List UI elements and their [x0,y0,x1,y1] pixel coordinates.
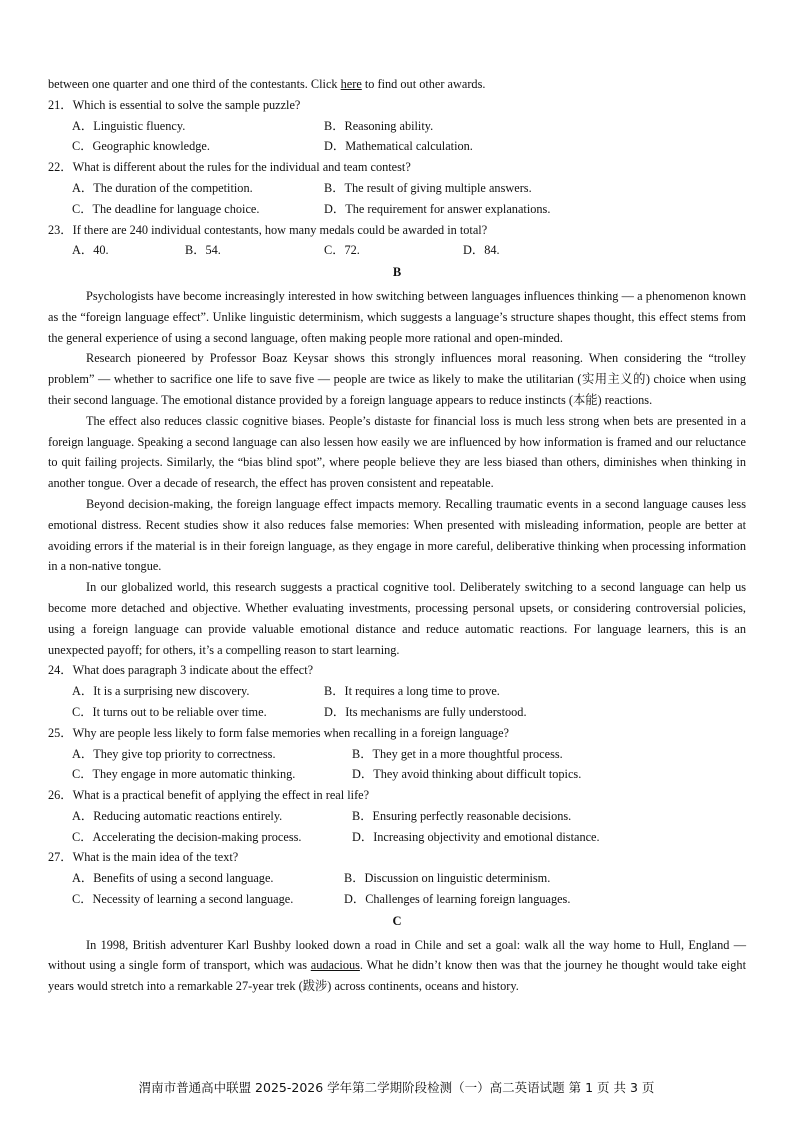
question-stem: If there are 240 individual contestants, how many medals could be awarded in total? [72,222,488,237]
question-22: 22．What is different about the rules for the individual and team contest? A．The duration of the competition. B．The result of giving multiple answers. C．The deadline for language choice. D．The requirement for answer explanations. [48,157,746,219]
question-25: 25．Why are people less likely to form false memories when recalling in a foreign language? A．They give top priority to correctness. B．They get in a more thoughtful process. C．They engage in more automatic thinking. D．They avoid thinking about difficult topics. [48,723,746,785]
option-c: C．It turns out to be reliable over time. [72,704,267,719]
paragraph-1: Psychologists have become increasingly interested in how switching between languages influences thinking — a phenomenon known as the “foreign language effect”. Unlike linguistic determinism, which suggests a language’s structure shapes thought, this effect stems from the general experience of using a second language, often making people more rational and open-minded. [48,288,746,345]
option-a: A．The duration of the competition. [72,180,253,195]
question-26: 26．What is a practical benefit of applying the effect in real life? A．Reducing automatic reactions entirely. B．Ensuring perfectly reasonable decisions. C．Accelerating the decision-making process. D．Increasing objectivity and emotional distance. [48,785,746,847]
option-b: B．It requires a long time to prove. [324,684,500,699]
option-b: B．Reasoning ability. [324,118,434,133]
option-b: B．The result of giving multiple answers. [324,180,532,195]
option-b: B．They get in a more thoughtful process. [352,746,563,761]
paragraph-4: Beyond decision-making, the foreign language effect impacts memory. Recalling traumatic events in a second language causes less emotional distress. Recent studies show it also reduces false memories: When presented with misleading information, people are better at avoiding errors if the material is in their foreign language, as they engage in more careful, deliberative thinking when processing information in a non-native tongue. [48,496,746,574]
question-27: 27．What is the main idea of the text? A．Benefits of using a second language. B．Discussion on linguistic determinism. C．Necessity of learning a second language. D．Challenges of learning foreign languages. [48,847,746,909]
option-c: C．The deadline for language choice. [72,201,260,216]
paragraph-5: In our globalized world, this research suggests a practical cognitive tool. Deliberately switching to a second language can help us become more detached and objective. Whether evaluating investments, processing personal upsets, or considering controversial policies, using a foreign language can provide valuable emotional distance and reduce automatic reactions. For language learners, this is an unexpected payoff; for others, it’s a compelling reason to start learning. [48,580,746,657]
option-c: C．Accelerating the decision-making process. [72,829,302,844]
option-d: D．Its mechanisms are fully understood. [324,704,527,719]
option-b: B．Discussion on linguistic determinism. [344,871,551,886]
option-d: D．They avoid thinking about difficult topics. [352,767,582,782]
option-c: C．Geographic knowledge. [72,139,210,154]
question-stem: What is different about the rules for the individual and team contest? [72,160,411,175]
question-21: 21．Which is essential to solve the sample puzzle? A．Linguistic fluency. B．Reasoning ability. C．Geographic knowledge. D．Mathematical calculation. [48,95,746,157]
option-b: B．54. [185,243,221,258]
option-b: B．Ensuring perfectly reasonable decisions. [352,808,572,823]
question-stem: Which is essential to solve the sample puzzle? [72,97,301,112]
option-a: A．40. [72,243,109,258]
question-24: 24．What does paragraph 3 indicate about the effect? A．It is a surprising new discovery. B．It requires a long time to prove. C．It turns out to be reliable over time. D．Its mechanisms are fully understood. [48,660,746,722]
question-stem: What does paragraph 3 indicate about the effect? [72,663,314,678]
question-stem: Why are people less likely to form false memories when recalling in a foreign language? [72,725,509,740]
option-a: A．Linguistic fluency. [72,118,186,133]
option-c: C．Necessity of learning a second language. [72,892,294,907]
question-stem: What is a practical benefit of applying the effect in real life? [72,788,370,803]
underlined-word: audacious [310,958,360,973]
option-a: A．They give top priority to correctness. [72,746,276,761]
option-d: D．84. [463,243,500,258]
paragraph-2: Research pioneered by Professor Boaz Keysar shows this strongly influences moral reasoning. When considering the “trolley problem” — whether to sacrifice one life to save five — people are twice as likely to make the utilitarian (实用主义的) choice when using their second language. The emotional distance provided by a foreign language appears to reduce instincts (本能) reactions. [48,351,746,407]
question-23: 23．If there are 240 individual contestants, how many medals could be awarded in total? A．40. B．54. C．72. D．84. [48,220,746,262]
intro-line: between one quarter and one third of the contestants. Click here to find out other awards. [48,77,486,91]
paragraph-3: The effect also reduces classic cognitive biases. People’s distaste for financial loss is much less strong when bets are presented in a foreign language. Speaking a second language can also lessen how easily we are influenced by how information is framed and our reluctance to quit failing projects. Similarly, the “bias blind spot”, where people believe they are less biased than others, diminishes when thinking in another tongue. Over a decade of research, the effect has proven consistent and repeatable. [48,413,746,491]
section-c-paragraph: In 1998, British adventurer Karl Bushby looked down a road in Chile and set a goal: walk all the way home to Hull, England — without using a single form of transport, which was audacious. What he didn’t know then was that the journey he thought would take eight years would stretch into a remarkable 27-year trek (跋涉) across continents, oceans and history. [48,937,746,994]
option-a: A．Reducing automatic reactions entirely. [72,808,283,823]
option-d: D．Mathematical calculation. [324,139,473,154]
option-c: C．72. [324,243,360,258]
page-footer: 渭南市普通高中联盟 2025-2026 学年第二学期阶段检测（一）高二英语试题 第 1 页 共 3 页 [138,1080,655,1095]
question-stem: What is the main idea of the text? [72,850,239,865]
option-a: A．Benefits of using a second language. [72,871,274,886]
awards-link[interactable]: here [340,77,362,91]
option-a: A．It is a surprising new discovery. [72,684,250,699]
option-d: D．Increasing objectivity and emotional distance. [352,829,600,844]
option-d: D．The requirement for answer explanations. [324,201,551,216]
option-c: C．They engage in more automatic thinking. [72,767,296,782]
exam-page [48,74,746,997]
option-d: D．Challenges of learning foreign languages. [344,892,571,907]
section-b-heading: B [392,265,402,280]
section-c-heading: C [392,913,402,928]
